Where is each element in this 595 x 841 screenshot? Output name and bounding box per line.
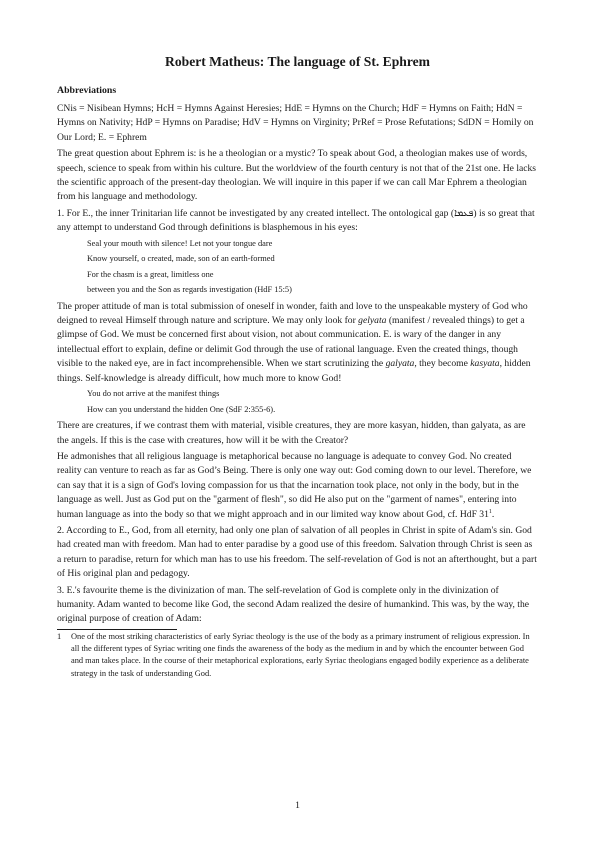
quote-line: You do not arrive at the manifest things: [87, 389, 220, 399]
term-kasyata: kasyata: [470, 358, 500, 370]
section-1-lead: 1. For E., the inner Trinitarian life cannot be investigated by any created intellect. The ontological gap (: [57, 207, 455, 219]
page-number: 1: [295, 800, 300, 811]
footnote: [57, 631, 538, 680]
text-run: , hidden things. Self-knowledge is already difficult, how much more to know God!: [57, 358, 531, 384]
paragraph-creatures: There are creatures, if we contrast them with material, visible creatures, they are more kasyan, hidden, than galyata, as are the angels. If this is the case with creatures, how will it be with the Creator?: [57, 420, 526, 446]
document-title: Robert Matheus: The language of St. Ephrem: [165, 54, 430, 69]
text-run: .: [491, 508, 495, 520]
block-quote-1: [87, 238, 538, 297]
footnote-divider: [57, 629, 177, 630]
term-galyata: galyata: [385, 358, 415, 370]
section-1-tail: ) is so great that any attempt to understand God through definitions is blasphemous in his eyes:: [57, 207, 535, 234]
abbreviations-paragraph: CNis = Nisibean Hymns; HcH = Hymns Against Heresies; HdE = Hymns on the Church; HdF = Hymns on Faith; HdN = Hymns on Nativity; HdP = Hymns on Paradise; HdV = Hymns on Virginity; PrRef = Prose Refutations; SdDN = Homily on Our Lord; E. = Ephrem: [57, 103, 534, 143]
text-run: (manifest / revealed things) to get a glimpse of God. We must be concerned first about vision, not about communication. E. is wary of the danger in any intellectual effort to explain, define or delimit God through the use of rational language. Even the created things, though visible to the naked eye, are in fact incomprehensible. When we start scrutinizing the: [57, 315, 525, 370]
text-run: The proper attitude of man is total submission of oneself in wonder, faith and love to the unspeakable mystery of God who deigned to reveal Himself through nature and scripture. We may only look for: [57, 300, 528, 327]
footnote-reference[interactable]: 1: [488, 508, 492, 515]
block-quote-2: [87, 388, 538, 416]
section-1-paragraph: [57, 207, 538, 236]
text-run: He admonishes that all religious language is metaphorical because no language is adequate to convey God. No created reality can venture to reach as far as God’s Being. There is only one way out: God coming down to our level. Therefore, we can say that it is a sign of God's loving compassion for us that the incarnation took place, not only in the body, but in the language as well. Just as God put on the "garment of flesh", so did He also put on the "garment of names", entering into human language as into the body so that we might approach and in our limited way know about God, cf. HdF 31: [57, 450, 532, 520]
quote-line: Seal your mouth with silence! Let not your tongue dare: [87, 238, 273, 248]
text-run: , they become: [414, 358, 471, 370]
intro-paragraph: The great question about Ephrem is: is he a theologian or a mystic? To speak about God, a theologian makes use of words, speech, science to speak from within his culture. But the worldview of the fourth century is not that of the 21st one. He lacks the scientific approach of the present-day theologian. We will inquire in this paper if we can call Mar Ephrem a theologian from his language and methodology.: [57, 148, 537, 203]
paragraph-section-3: 3. E.'s favourite theme is the divinization of man. The self-revelation of God is complete only in the divinization of humanity. Adam wanted to become like God, the second Adam realized the desire of humankind. This was, by the way, the original purpose of creation of Adam:: [57, 584, 530, 625]
abbreviations-heading: Abbreviations: [57, 85, 117, 96]
syriac-term: ܦܥܡܐ: [454, 207, 474, 219]
quote-line: Know yourself, o created, made, son of an earth-formed: [87, 254, 275, 264]
term-gelyata: gelyata: [358, 315, 387, 327]
paragraph-metaphorical-language: [57, 450, 538, 522]
footnote-number: 1: [57, 631, 62, 641]
paragraph-proper-attitude: [57, 300, 538, 386]
quote-line: For the chasm is a great, limitless one: [87, 269, 214, 279]
quote-line: between you and the Son as regards investigation (HdF 15:5): [87, 285, 292, 295]
footnote-text: One of the most striking characteristics of early Syriac theology is the use of the body as a primary instrument of religious expression. In all the different types of Syriac writing one finds the awareness of the body as the medium in and by which the encounter between God and man takes place. In the course of their metaphorical explorations, early Syriac theologians engaged bodily experience as a deliberate strategy in the task of understanding God.: [71, 631, 530, 678]
paragraph-section-2: 2. According to E., God, from all eternity, had only one plan of salvation of all peoples in Christ in spite of Adam's sin. God had created man with freedom. Man had to enter paradise by a good use of this freedom. Salvation through Christ is seen as a return to paradise, return for which man has to use his freedom. The self-revelation of God is not an afterthought, but a part of His original plan and pedagogy.: [57, 524, 537, 580]
quote-line: How can you understand the hidden One (SdF 2:355-6).: [87, 404, 276, 414]
